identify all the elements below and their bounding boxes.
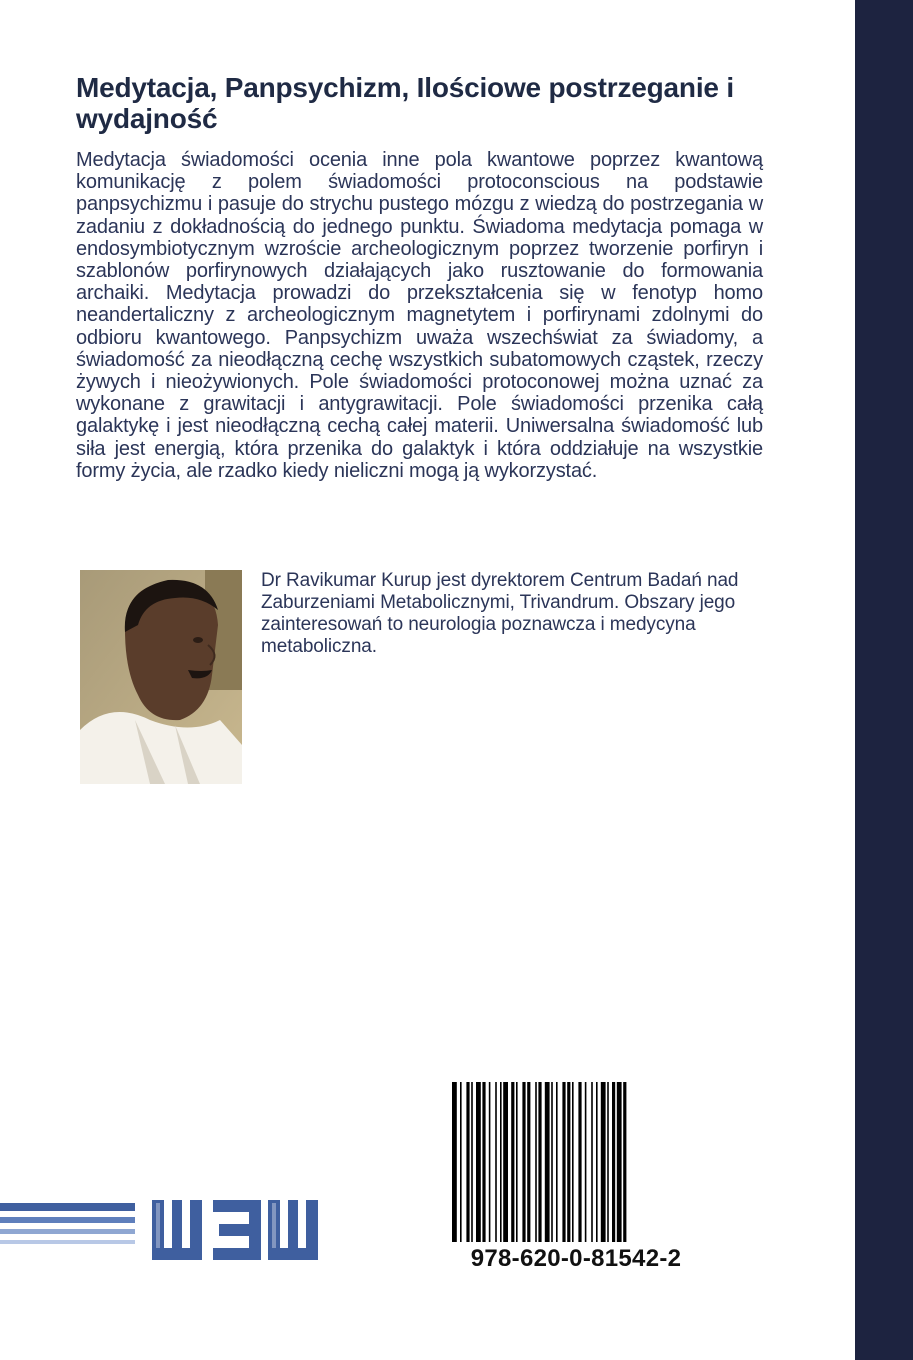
author-photo — [80, 570, 242, 784]
book-spine — [855, 0, 913, 1360]
isbn-number: 978-620-0-81542-2 — [470, 1245, 682, 1272]
book-description: Medytacja świadomości ocenia inne pola kwantowe poprzez kwantową komunikację z polem świadomości protoconscious na podstawie panpsychizmu i pasuje do strychu pustego mózgu z wiedzą do postrzegania w zadaniu z dokładnością do jednego punktu. Świadoma medytacja pomaga w endosymbiotycznym wzroście archeologicznym poprzez tworzenie porfiryn i szablonów porfirynowych działających jako rusztowanie do formowania archaiki. Medytacja prowadzi do przekształcenia się w fenotyp homo neandertaliczny z archeologicznym magnetytem i porfirynami zdolnymi do odbioru kwantowego. Panpsychizm uważa wszechświat za świadomy, a świadomość za nieodłączną cechę wszystkich subatomowych cząstek, rzeczy żywych i nieożywionych. Pole świadomości protoconowej można uznać za wykonane z grawitacji i antygrawitacji. Pole świadomości przenika całą galaktykę i jest nieodłączną cechą całej materii. Uniwersalna świadomość lub siła jest energią, która przenika do galaktyk i która oddziałuje na wszystkie formy życia, ale rzadko kiedy nieliczni mogą ją wykorzystać. — [76, 149, 763, 482]
book-title: Medytacja, Panpsychizm, Ilościowe postrzeganie i wydajność — [76, 72, 734, 134]
publisher-logo — [0, 1195, 340, 1265]
author-bio: Dr Ravikumar Kurup jest dyrektorem Centrum Badań nad Zaburzeniami Metabolicznymi, Trivandrum. Obszary jego zainteresowań to neurologia poznawcza i medycyna metaboliczna. — [261, 570, 739, 657]
barcode — [450, 1082, 700, 1242]
